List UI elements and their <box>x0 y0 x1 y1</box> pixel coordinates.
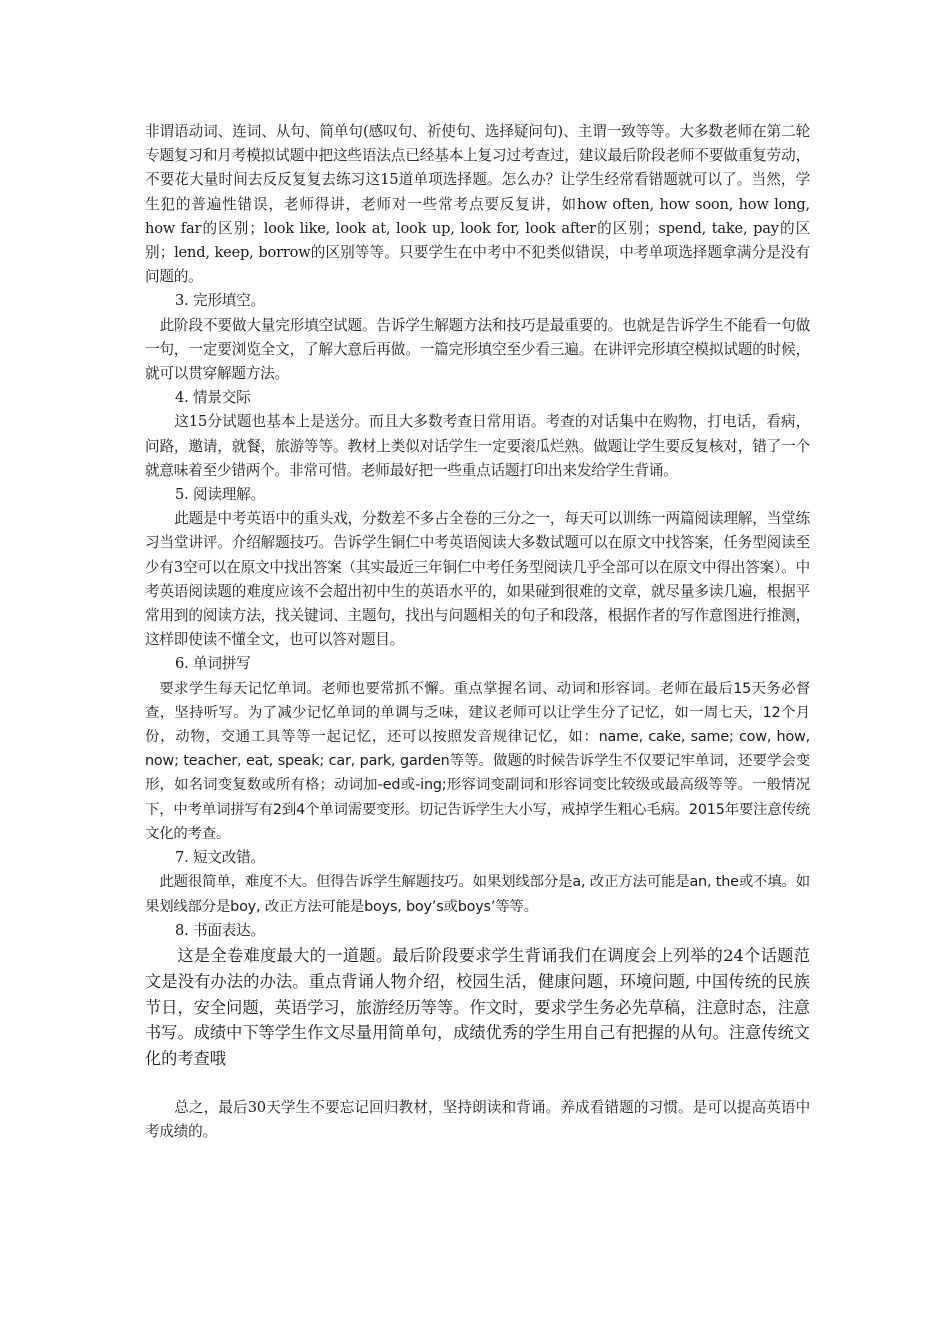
conclusion-paragraph: 总之，最后30天学生不要忘记回归教材，坚持朗读和背诵。养成看错题的习惯。是可以提高英语中考成绩的。 <box>145 1098 810 1141</box>
section-4-heading: 4. 情景交际 <box>175 389 251 407</box>
section-3-body: 此阶段不要做大量完形填空试题。告诉学生解题方法和技巧是最重要的。也就是告诉学生不能看一句做一句，一定要浏览全文，了解大意后再做。一篇完形填空至少看三遍。在讲评完形填空模拟试题的时候，就可以贯穿解题方法。 <box>145 316 810 383</box>
section-7-body: 此题很简单，难度不大。但得告诉学生解题技巧。如果划线部分是a, 改正方法可能是an, the或不填。如果划线部分是boy, 改正方法可能是boys, boy’s或boys’等等。 <box>145 874 810 915</box>
section-3-heading: 3. 完形填空。 <box>175 292 265 310</box>
blank-line <box>145 1072 810 1096</box>
section-8-heading: 8. 书面表达。 <box>175 921 265 939</box>
section-7-heading: 7. 短文改错。 <box>175 849 265 867</box>
intro-paragraph: 非谓语动词、连词、从句、简单句(感叹句、祈使句、选择疑问句)、主谓一致等等。大多数老师在第二轮专题复习和月考模拟试题中把这些语法点已经基本上复习过考查过，建议最后阶段老师不要做重复劳动，不要花大量时间去反反复复去练习这15道单项选择题。怎么办？让学生经常看错题就可以了。当然，学生犯的普遍性错误，老师得讲，老师对一些常考点要反复讲，如how often, how soon, how long, how far的区别；look like, look at, look up, look for, look after的区别；spend, take, pay的区别；lend, keep, borrow的区别等等。只要学生在中考中不犯类似错误，中考单项选择题拿满分是没有问题的。 <box>145 123 810 286</box>
document-page <box>145 120 810 1144</box>
section-5-body: 此题是中考英语中的重头戏，分数差不多占全卷的三分之一，每天可以训练一两篇阅读理解，当堂练习当堂讲评。介绍解题技巧。告诉学生铜仁中考英语阅读大多数试题可以在原文中找答案，任务型阅读至少有3空可以在原文中找出答案（其实最近三年铜仁中考任务型阅读几乎全部可以在原文中得出答案）。中考英语阅读题的难度应该不会超出初中生的英语水平的，如果碰到很难的文章，就尽量多读几遍，根据平常用到的阅读方法，找关键词、主题句，找出与问题相关的句子和段落，根据作者的写作意图进行推测，这样即使读不懂全文，也可以答对题目。 <box>145 510 810 649</box>
section-6-heading: 6. 单词拼写 <box>175 655 251 673</box>
section-8-body: 这是全卷难度最大的一道题。最后阶段要求学生背诵我们在调度会上列举的24个话题范文是没有办法的办法。重点背诵人物介绍，校园生活，健康问题，环境问题, 中国传统的民族节日，安全问题，英语学习，旅游经历等等。作文时，要求学生务必先草稿，注意时态，注意书写。成绩中下等学生作文尽量用简单句，成绩优秀的学生用自己有把握的从句。注意传统文化的考查哦 <box>145 945 810 1069</box>
section-6-body: 要求学生每天记忆单词。老师也要常抓不懈。重点掌握名词、动词和形容词。老师在最后15天务必督查，坚持听写。为了减少记忆单词的单调与乏味，建议老师可以让学生分了记忆，如一周七天，12个月份，动物，交通工具等等一起记忆，还可以按照发音规律记忆，如：name, cake, same; cow, how, now; teacher, eat, speak; car, park, garden等等。做题的时候告诉学生不仅要记牢单词，还要学会变形，如名词变复数或所有格；动词加-ed或-ing;形容词变副词和形容词变比较级或最高级等等。一般情况下，中考单词拼写有2到4个单词需要变形。切记告诉学生大小写，戒掉学生粗心毛病。2015年要注意传统文化的考查。 <box>145 680 810 842</box>
section-5-heading: 5. 阅读理解。 <box>175 486 265 504</box>
section-4-body: 这15分试题也基本上是送分。而且大多数考查日常用语。考查的对话集中在购物，打电话，看病，问路，邀请，就餐，旅游等等。教材上类似对话学生一定要滚瓜烂熟。做题让学生要反复核对，错了一个就意味着至少错两个。非常可惜。老师最好把一些重点话题打印出来发给学生背诵。 <box>145 413 810 479</box>
